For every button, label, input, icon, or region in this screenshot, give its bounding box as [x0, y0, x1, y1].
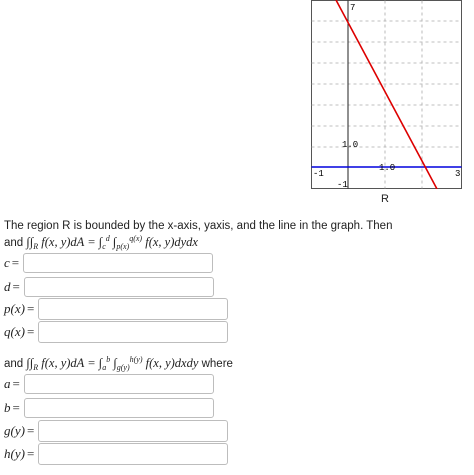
problem-intro: The region R is bounded by the x-axis, yaxis, and the line in the graph. Then [4, 220, 393, 232]
row-d: d = [4, 277, 214, 297]
field-label-d: d [4, 279, 11, 294]
field-label-px: p(x) [4, 301, 25, 316]
row-hy: h(y) = [4, 443, 228, 465]
field-label-gy: g(y) [4, 423, 25, 438]
tick-top: 7 [350, 3, 356, 13]
region-graph [311, 0, 462, 189]
field-label-c: c [4, 255, 10, 270]
gy-input[interactable] [38, 420, 228, 442]
graph-caption: R [381, 193, 389, 205]
a-input[interactable] [24, 374, 214, 394]
b-input[interactable] [24, 398, 214, 418]
where-text: where [201, 358, 233, 370]
integral-expression-2: $\int\int_R$ f(x, $y)dA = \int_a^b$ $\int_{g(y)}^{h(y)}$ f(x, y)dxdy [26, 355, 199, 372]
row-px: p(x) = [4, 298, 228, 320]
label-x-one: 1.0 [379, 163, 396, 173]
row-a: a = [4, 374, 214, 394]
row-qx: q(x) = [4, 321, 228, 343]
row-c: c = [4, 253, 213, 273]
label-y-one: 1.0 [342, 140, 359, 150]
qx-input[interactable] [38, 321, 228, 343]
field-label-qx: q(x) [4, 324, 25, 339]
tick-x-right: 3 [455, 169, 461, 179]
field-label-a: a [4, 376, 11, 391]
integral-dxdy [4, 355, 233, 372]
tick-y-bottom: -1 [337, 180, 348, 189]
field-label-b: b [4, 400, 11, 415]
row-b: b = [4, 398, 214, 418]
integral-expression-1: $\int\int_R$ f(x, $y)dA = \int_c^d$ $\int_{p(x)}^{q(x)}$ f(x, y)dydx [26, 234, 198, 251]
tick-x-left: -1 [313, 169, 324, 179]
d-input[interactable] [24, 277, 214, 297]
row-gy: g(y) = [4, 420, 228, 442]
integral-dydx [4, 234, 198, 251]
and-text-2: and [4, 358, 24, 370]
px-input[interactable] [38, 298, 228, 320]
field-label-hy: h(y) [4, 446, 25, 461]
hy-input[interactable] [38, 443, 228, 465]
c-input[interactable] [23, 253, 213, 273]
and-text-1: and [4, 237, 24, 249]
